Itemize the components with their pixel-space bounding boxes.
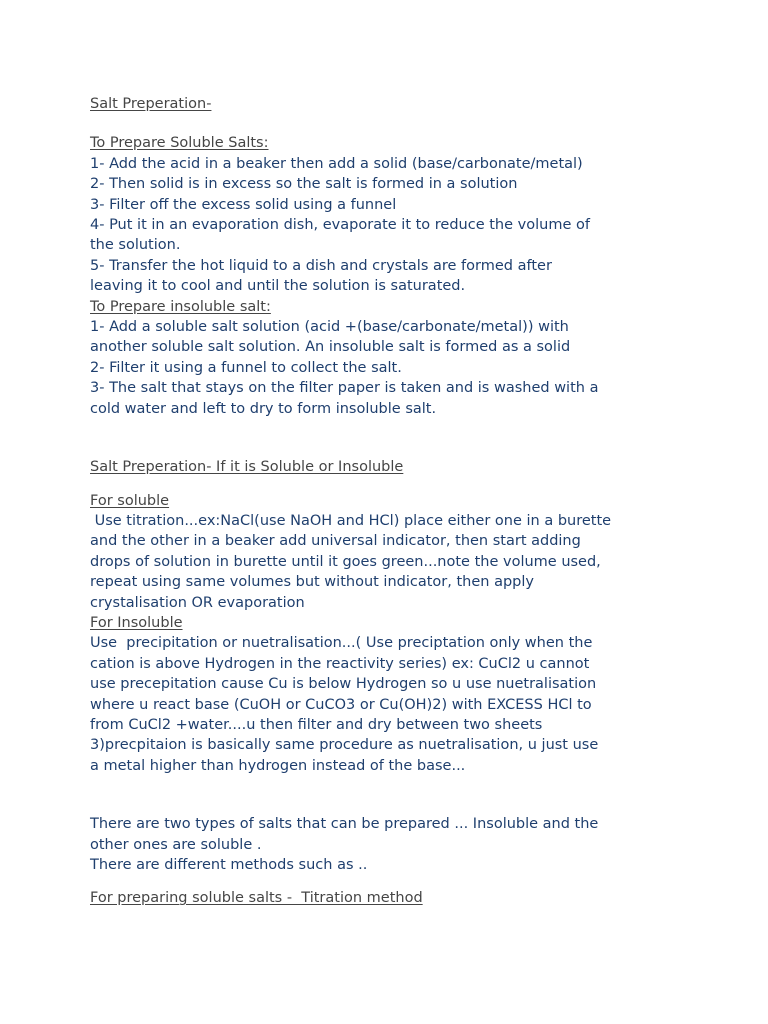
insoluble-step-line: 1- Add a soluble salt solution (acid +(base/carbonate/metal)) with	[90, 319, 569, 336]
for-insoluble-line: 3)precpitaion is basically same procedure as nuetralisation, u just use	[90, 737, 599, 754]
for-soluble-line: repeat using same volumes but without indicator, then apply	[90, 574, 534, 591]
salt-types-paragraph	[90, 814, 750, 875]
for-insoluble-line: Use precipitation or nuetralisation...( Use preciptation only when the	[90, 635, 593, 652]
for-insoluble-line: from CuCl2 +water....u then filter and dry between two sheets	[90, 716, 543, 733]
for-insoluble-heading: For Insoluble	[90, 614, 183, 631]
for-insoluble-line: where u react base (CuOH or CuCO3 or Cu(OH)2) with EXCESS HCl to	[90, 696, 592, 713]
titration-method-heading: For preparing soluble salts - Titration method	[90, 890, 423, 907]
soluble-step-line: 4- Put it in an evaporation dish, evaporate it to reduce the volume of	[90, 217, 590, 234]
for-soluble-line: and the other in a beaker add universal indicator, then start adding	[90, 533, 581, 550]
spacer	[90, 478, 750, 491]
insoluble-step-line: cold water and left to dry to form insoluble salt.	[90, 400, 437, 417]
document-page	[90, 94, 750, 909]
soluble-step-line: 5- Transfer the hot liquid to a dish and crystals are formed after	[90, 257, 552, 274]
for-insoluble-line: a metal higher than hydrogen instead of the base...	[90, 757, 466, 774]
soluble-step-line: leaving it to cool and until the solution is saturated.	[90, 278, 466, 295]
soluble-step-line: 1- Add the acid in a beaker then add a solid (base/carbonate/metal)	[90, 155, 583, 172]
salt-types-line: There are two types of salts that can be prepared ... Insoluble and the	[90, 816, 599, 833]
insoluble-step-line: another soluble salt solution. An insoluble salt is formed as a solid	[90, 339, 571, 356]
insoluble-salts-heading: To Prepare insoluble salt:	[90, 298, 271, 315]
spacer	[90, 776, 750, 814]
section2-title: Salt Preperation- If it is Soluble or Insoluble	[90, 459, 404, 476]
soluble-step-line: 2- Then solid is in excess so the salt is formed in a solution	[90, 176, 518, 193]
soluble-salts-heading: To Prepare Soluble Salts:	[90, 135, 269, 152]
salt-types-line: There are different methods such as ..	[90, 857, 368, 873]
for-soluble-line: crystalisation OR evaporation	[90, 594, 305, 611]
soluble-salts-steps	[90, 154, 750, 297]
insoluble-step-line: 2- Filter it using a funnel to collect the salt.	[90, 359, 402, 376]
for-insoluble-line: cation is above Hydrogen in the reactivity series) ex: CuCl2 u cannot	[90, 655, 590, 672]
spacer	[90, 419, 750, 457]
document-title: Salt Preperation-	[90, 96, 212, 112]
for-soluble-line: drops of solution in burette until it goes green...note the volume used,	[90, 553, 601, 570]
insoluble-salts-steps	[90, 317, 750, 419]
spacer	[90, 114, 750, 133]
for-insoluble-text	[90, 633, 750, 776]
spacer	[90, 875, 750, 888]
soluble-step-line: the solution.	[90, 237, 181, 254]
insoluble-step-line: 3- The salt that stays on the filter paper is taken and is washed with a	[90, 380, 599, 397]
soluble-step-line: 3- Filter off the excess solid using a funnel	[90, 196, 397, 213]
for-soluble-line: Use titration...ex:NaCl(use NaOH and HCl) place either one in a burette	[90, 512, 612, 529]
for-soluble-heading: For soluble	[90, 492, 170, 509]
for-soluble-text	[90, 511, 750, 613]
for-insoluble-line: use precepitation cause Cu is below Hydrogen so u use nuetralisation	[90, 676, 597, 693]
salt-types-line: other ones are soluble .	[90, 836, 262, 853]
